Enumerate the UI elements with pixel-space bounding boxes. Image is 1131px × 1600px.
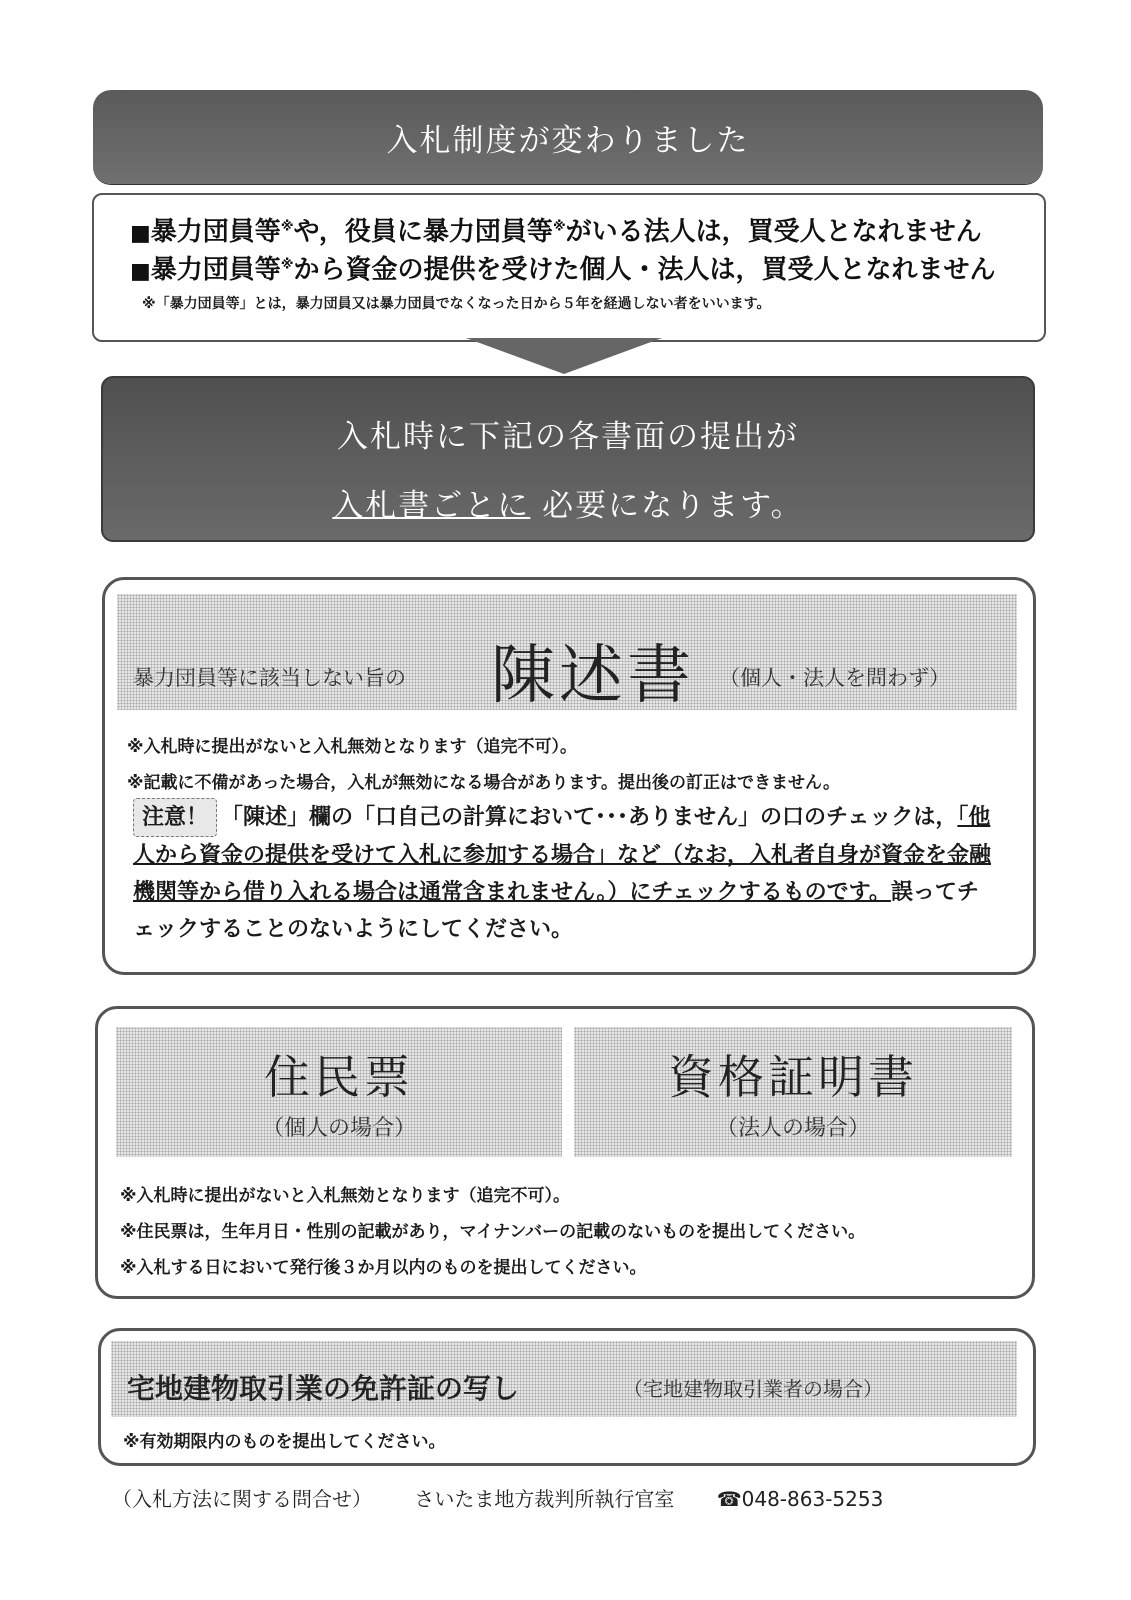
statement-note-1: ※入札時に提出がないと入札無効となります（追完不可）。 bbox=[127, 737, 578, 757]
rules-box bbox=[92, 193, 1046, 342]
footer-contact bbox=[112, 1483, 919, 1512]
footer-office: さいたま地方裁判所執行官室 bbox=[414, 1487, 675, 1511]
qualification-title: 資格証明書 bbox=[668, 1050, 918, 1104]
resident-card-cell bbox=[116, 1027, 562, 1157]
statement-post: （個人・法人を問わず） bbox=[719, 666, 950, 690]
attention-label: 注意！ bbox=[133, 798, 217, 837]
footer-inquiry: （入札方法に関する問合せ） bbox=[112, 1487, 372, 1511]
qualification-subtitle: （法人の場合） bbox=[715, 1116, 870, 1141]
statement-title: 陳述書 bbox=[491, 639, 695, 713]
documents-note-3: ※入札する日において発行後３か月以内のものを提出してください。 bbox=[120, 1258, 647, 1278]
license-header bbox=[111, 1341, 1017, 1417]
license-note: ※有効期限内のものを提出してください。 bbox=[123, 1432, 446, 1452]
attention-paragraph: 注意！ 「陳述」欄の「口自己の計算において･･･ありません」の口のチェックは，「他人から資金の提供を受けて入札に参加する場合」など（なお，入札者自身が資金を金融機関等から借り入れる場合は通常含まれません。）にチェックするものです。誤ってチェックすることのないようにしてください。 bbox=[133, 798, 993, 948]
license-title: 宅地建物取引業の免許証の写し bbox=[127, 1372, 520, 1405]
header-banner bbox=[93, 90, 1043, 184]
submission-line-1: 入札時に下記の各書面の提出が bbox=[337, 419, 799, 455]
statement-pre: 暴力団員等に該当しない旨の bbox=[133, 666, 406, 690]
license-subtitle: （宅地建物取引業者の場合） bbox=[623, 1377, 883, 1401]
qualification-cell bbox=[574, 1027, 1012, 1157]
down-arrow-icon bbox=[466, 338, 662, 374]
statement-note-2: ※記載に不備があった場合，入札が無効になる場合があります。提出後の訂正はできません。 bbox=[127, 773, 841, 793]
documents-note-2: ※住民票は，生年月日・性別の記載があり，マイナンバーの記載のないものを提出してください。 bbox=[120, 1222, 866, 1242]
footer-phone: ☎048-863-5253 bbox=[716, 1487, 884, 1511]
header-title: 入札制度が変わりました bbox=[386, 122, 750, 159]
documents-note-1: ※入札時に提出がないと入札無効となります（追完不可）。 bbox=[120, 1186, 571, 1206]
resident-title: 住民票 bbox=[264, 1050, 414, 1104]
bullet-square: ■ bbox=[130, 259, 151, 284]
documents-box bbox=[95, 1006, 1035, 1299]
rule-line-2: ■暴力団員等※から資金の提供を受けた個人・法人は，買受人となれません bbox=[130, 255, 996, 285]
submission-line-2: 入札書ごとに 必要になります。 bbox=[332, 488, 804, 524]
license-box bbox=[98, 1328, 1036, 1466]
resident-subtitle: （個人の場合） bbox=[261, 1116, 416, 1141]
statement-box bbox=[102, 577, 1036, 975]
rule-footnote: ※「暴力団員等」とは，暴力団員又は暴力団員でなくなった日から５年を経過しない者をいいます。 bbox=[142, 296, 771, 312]
submission-banner bbox=[101, 376, 1035, 542]
rule-line-1: ■暴力団員等※や，役員に暴力団員等※がいる法人は，買受人となれません bbox=[130, 217, 982, 247]
statement-header bbox=[117, 594, 1017, 713]
bullet-square: ■ bbox=[130, 221, 151, 246]
